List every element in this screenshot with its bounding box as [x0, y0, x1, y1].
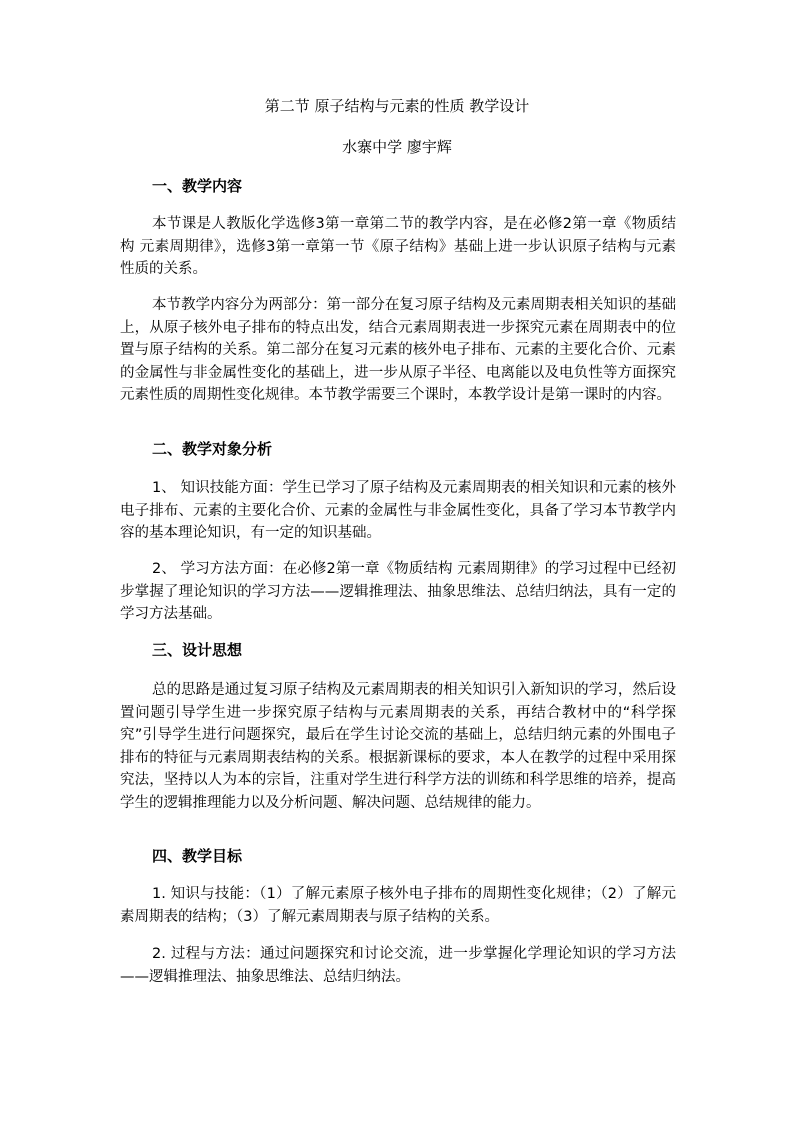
- paragraph: 总的思路是通过复习原子结构及元素周期表的相关知识引入新知识的学习，然后设置问题引导学生进一步探究原子结构与元素周期表的关系，再结合教材中的“科学探究”引导学生进行问题探究，最后在学生讨论交流的基础上，总结归纳元素的外围电子排布的特征与元素周期表结构的关系。根据新课标的要求，本人在教学的过程中采用探究法，坚持以人为本的宗旨，注重对学生进行科学方法的训练和科学思维的培养，提高学生的逻辑推理能力以及分析问题、解决问题、总结规律的能力。: [120, 682, 676, 811]
- document-author: 水寨中学 廖宇辉: [342, 138, 452, 156]
- paragraph: 2. 过程与方法：通过问题探究和讨论交流，进一步掌握化学理论知识的学习方法——逻辑推理法、抽象思维法、总结归纳法。: [120, 946, 676, 985]
- paragraph: 本节课是人教版化学选修3第一章第二节的教学内容，是在必修2第一章《物质结构 元素周期律》，选修3第一章第一节《原子结构》基础上进一步认识原子结构与元素性质的关系。: [120, 216, 676, 277]
- section-heading-content: 一、教学内容: [152, 177, 243, 195]
- document-title: 第二节 原子结构与元素的性质 教学设计: [264, 97, 530, 115]
- section-heading-objectives: 四、教学目标: [152, 847, 243, 865]
- section-heading-audience: 二、教学对象分析: [152, 440, 273, 458]
- paragraph: 本节教学内容分为两部分：第一部分在复习原子结构及元素周期表相关知识的基础上，从原子核外电子排布的特点出发，结合元素周期表进一步探究元素在周期表中的位置与原子结构的关系。第二部分在复习元素的核外电子排布、元素的主要化合价、元素的金属性与非金属性变化的基础上，进一步从原子半径、电离能以及电负性等方面探究元素性质的周期性变化规律。本节教学需要三个课时，本教学设计是第一课时的内容。: [120, 297, 676, 403]
- paragraph: 2、 学习方法方面：在必修2第一章《物质结构 元素周期律》的学习过程中已经初步掌握了理论知识的学习方法——逻辑推理法、抽象思维法、总结归纳法，具有一定的学习方法基础。: [120, 561, 676, 622]
- paragraph: 1、 知识技能方面：学生已学习了原子结构及元素周期表的相关知识和元素的核外电子排布、元素的主要化合价、元素的金属性与非金属性变化，具备了学习本节教学内容的基本理论知识，有一定的知识基础。: [120, 480, 676, 541]
- section-heading-design: 三、设计思想: [152, 641, 243, 659]
- paragraph: 1. 知识与技能：（1）了解元素原子核外电子排布的周期性变化规律；（2）了解元素周期表的结构；（3）了解元素周期表与原子结构的关系。: [120, 886, 676, 925]
